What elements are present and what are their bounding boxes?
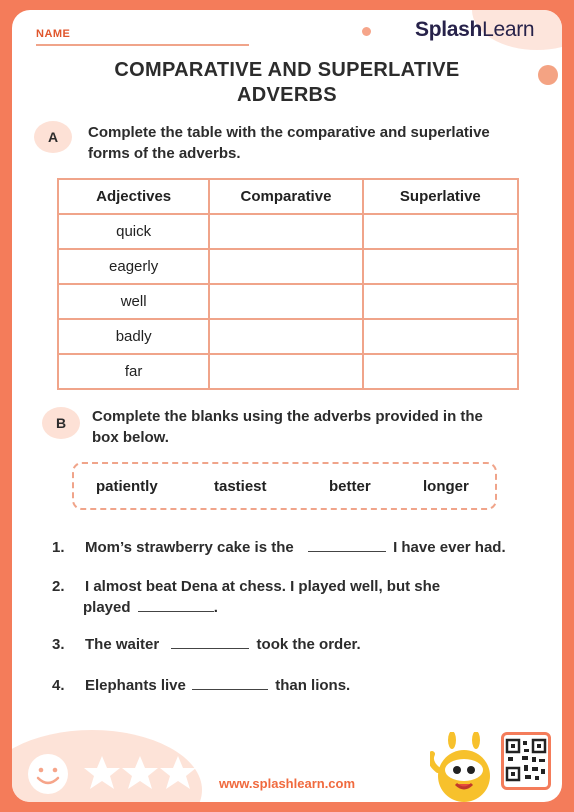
header-adjectives: Adjectives — [58, 179, 209, 214]
comparative-answer-cell[interactable] — [209, 214, 362, 249]
footer-url[interactable]: www.splashlearn.com — [218, 776, 356, 791]
table-row — [58, 284, 518, 319]
adverb-cell: far — [58, 354, 209, 389]
question-number: 4. — [52, 677, 65, 694]
superlative-answer-cell[interactable] — [363, 284, 518, 319]
section-a-line-2: forms of the adverbs. — [88, 145, 241, 162]
table-row — [58, 249, 518, 284]
comparative-answer-cell[interactable] — [209, 319, 362, 354]
adverb-table — [57, 178, 519, 390]
table-row — [58, 354, 518, 389]
question-text: than lions. — [275, 677, 351, 694]
splashlearn-logo — [415, 18, 534, 42]
table-header-row — [58, 179, 518, 214]
table-row — [58, 214, 518, 249]
superlative-answer-cell[interactable] — [363, 249, 518, 284]
question-number: 1. — [52, 539, 65, 556]
comparative-answer-cell[interactable] — [209, 354, 362, 389]
question-text: I have ever had. — [393, 539, 506, 556]
word-option: tastiest — [214, 478, 267, 495]
question-text: Elephants live — [85, 677, 186, 694]
section-a-instruction — [88, 122, 490, 164]
mascot-icon — [430, 732, 500, 802]
question-text: I almost beat Dena at chess. I played well, but she — [85, 578, 441, 595]
section-b-line-2: box below. — [92, 429, 169, 446]
comparative-answer-cell[interactable] — [209, 249, 362, 284]
section-a-line-1: Complete the table with the comparative and superlative — [88, 124, 490, 141]
logo-bold: Splash — [415, 18, 483, 41]
word-option: better — [329, 478, 371, 495]
section-b-instruction — [92, 406, 483, 448]
answer-blank[interactable] — [192, 678, 268, 690]
page-title — [12, 58, 562, 108]
title-line-1: COMPARATIVE AND SUPERLATIVE — [114, 59, 460, 81]
name-label: NAME — [36, 28, 71, 40]
header-superlative: Superlative — [363, 179, 518, 214]
table-row — [58, 319, 518, 354]
answer-blank[interactable] — [171, 637, 249, 649]
answer-blank[interactable] — [308, 540, 386, 552]
decor-dot — [362, 27, 371, 36]
word-box — [72, 462, 497, 510]
qr-code-icon — [504, 735, 548, 787]
superlative-answer-cell[interactable] — [363, 354, 518, 389]
qr-code[interactable] — [501, 732, 551, 790]
question-text: took the order. — [256, 636, 361, 653]
adverb-cell: quick — [58, 214, 209, 249]
name-line[interactable] — [36, 44, 249, 46]
question-number: 3. — [52, 636, 65, 653]
worksheet — [12, 10, 562, 802]
word-option: patiently — [96, 478, 158, 495]
adverb-cell: well — [58, 284, 209, 319]
title-line-2: ADVERBS — [237, 84, 337, 106]
superlative-answer-cell[interactable] — [363, 319, 518, 354]
question-text: The waiter — [85, 636, 160, 653]
question-text: . — [213, 599, 218, 616]
word-option: longer — [423, 478, 469, 495]
question-number: 2. — [52, 578, 65, 595]
header-comparative: Comparative — [209, 179, 362, 214]
question-text: Mom’s strawberry cake is the — [85, 539, 294, 556]
adverb-cell: eagerly — [58, 249, 209, 284]
section-b-line-1: Complete the blanks using the adverbs provided in the — [92, 408, 483, 425]
section-b-badge: B — [42, 407, 80, 439]
logo-light: Learn — [482, 18, 535, 41]
superlative-answer-cell[interactable] — [363, 214, 518, 249]
adverb-cell: badly — [58, 319, 209, 354]
section-a-badge: A — [34, 121, 72, 153]
question-text: played — [83, 599, 131, 616]
comparative-answer-cell[interactable] — [209, 284, 362, 319]
answer-blank[interactable] — [138, 600, 214, 612]
